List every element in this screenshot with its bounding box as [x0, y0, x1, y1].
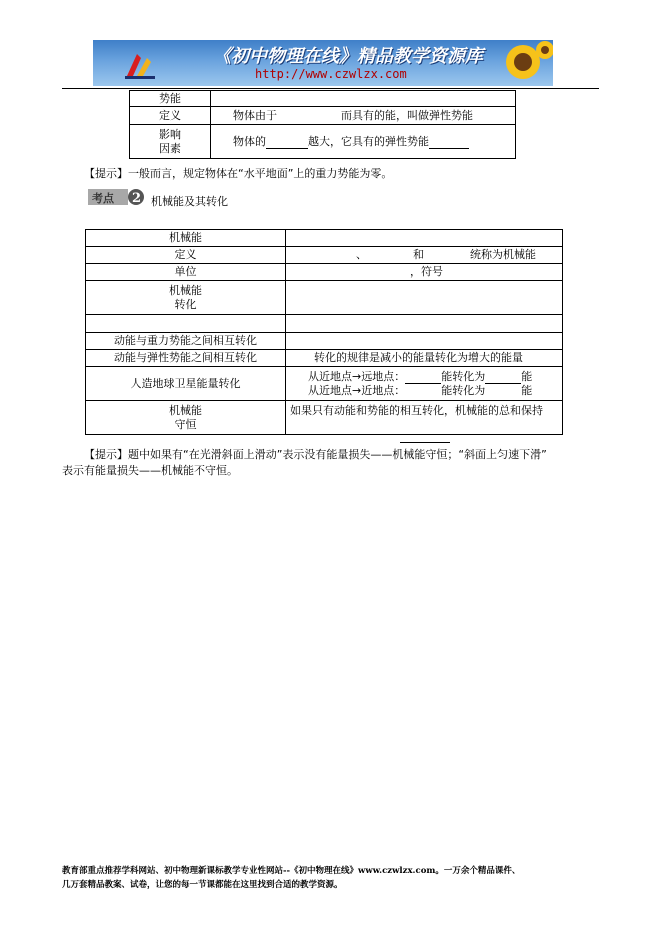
banner-title: 《初中物理在线》精品教学资源库 — [213, 46, 483, 67]
row-content: 从近地点→远地点： 能转化为 能 从近地点→近地点： 能转化为 能 — [286, 367, 563, 401]
row-label: 定义 — [86, 247, 286, 264]
row-label: 机械能 转化 — [86, 281, 286, 315]
row-content: 、 和 统称为机械能 — [286, 247, 563, 264]
row-content: 如果只有动能和势能的相互转化，机械能的总和保持 — [286, 401, 563, 435]
hint-text: 【提示】一般而言，规定物体在“水平地面”上的重力势能为零。 — [84, 167, 393, 180]
svg-text:考点: 考点 — [92, 192, 114, 205]
row-label: 动能与弹性势能之间相互转化 — [86, 350, 286, 367]
row-content — [286, 315, 563, 333]
row-content — [211, 91, 516, 107]
row-content — [286, 333, 563, 350]
answer-blank[interactable] — [485, 372, 521, 384]
row-label: 定义 — [130, 107, 211, 125]
row-label: 动能与重力势能之间相互转化 — [86, 333, 286, 350]
row-content: 物体由于 而具有的能，叫做弹性势能 — [211, 107, 516, 125]
row-content — [286, 281, 563, 315]
row-label: 单位 — [86, 264, 286, 281]
answer-blank[interactable] — [405, 372, 441, 384]
answer-blank[interactable] — [266, 137, 308, 149]
row-label: 机械能 守恒 — [86, 401, 286, 435]
kaodian-badge — [88, 188, 146, 206]
row-label: 势能 — [130, 91, 211, 107]
hint-text-line1: 【提示】题中如果有“在光滑斜面上滑动”表示没有能量损失——机械能守恒；“斜面上匀速下滑” — [84, 448, 547, 461]
banner-url[interactable]: http://www.czwlzx.com — [255, 67, 407, 81]
row-content: 物体的 越大，它具有的弹性势能 — [211, 125, 516, 159]
hint-text-line2: 表示有能量损失——机械能不守恒。 — [62, 464, 238, 477]
header-banner — [93, 40, 553, 86]
sunflower-icon — [483, 40, 553, 86]
row-label — [86, 315, 286, 333]
row-content: ，符号 — [286, 264, 563, 281]
page-footer: 教育部重点推荐学科网站、初中物理新课标教学专业性网站--《初中物理在线》www.czwlzx.com。一万余个精品课件、 几万套精品教案、试卷，让您的每一节课都能在这里找到合适的教学资源。 — [62, 866, 521, 890]
site-logo-icon — [123, 50, 163, 80]
potential-energy-table — [129, 90, 516, 159]
section-title: 机械能及其转化 — [151, 195, 228, 208]
header-rule — [62, 88, 599, 89]
row-content: 转化的规律是减小的能量转化为增大的能量 — [286, 350, 563, 367]
row-content — [286, 230, 563, 247]
row-label: 机械能 — [86, 230, 286, 247]
svg-text:2: 2 — [132, 191, 142, 206]
answer-blank[interactable] — [400, 442, 450, 443]
answer-blank[interactable] — [429, 137, 469, 149]
row-label: 人造地球卫星能量转化 — [86, 367, 286, 401]
row-label: 影响 因素 — [130, 125, 211, 159]
mechanical-energy-table — [85, 229, 563, 435]
